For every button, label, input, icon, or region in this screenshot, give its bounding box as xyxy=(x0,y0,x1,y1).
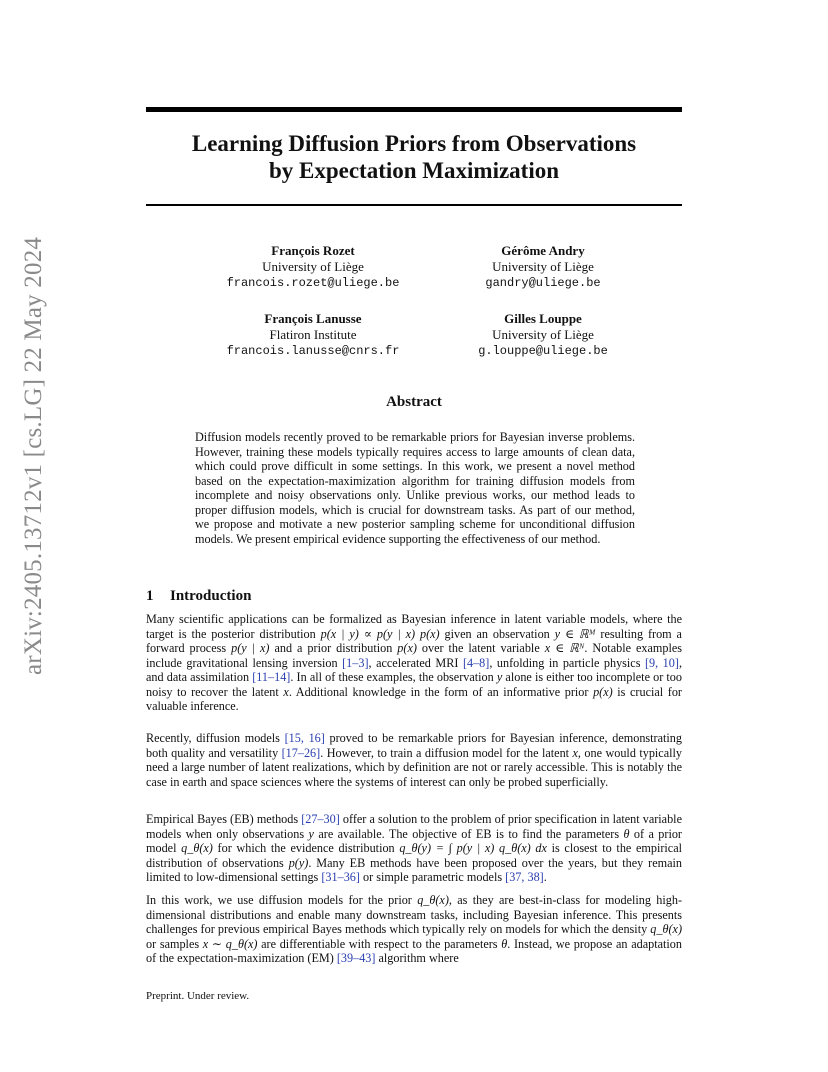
text-run: for which the evidence distribution xyxy=(212,841,400,855)
text-run: proved to be remarkable priors for Bayesian inference, demonstrating both quality and versatility xyxy=(146,731,682,760)
math-inline: q_θ(x) xyxy=(181,841,213,855)
text-run: In this work, we use diffusion models for the prior xyxy=(146,893,418,907)
citation-link[interactable]: [15, 16] xyxy=(284,731,325,745)
text-run: . Instead, we propose an adaptation of the expectation-maximization (EM) xyxy=(146,936,682,965)
text-run: . However, to train a diffusion model for the latent xyxy=(320,745,573,760)
section-title: Introduction xyxy=(170,588,252,604)
author-email[interactable]: gandry@uliege.be xyxy=(485,276,601,290)
citation-link[interactable]: [4–8] xyxy=(462,655,490,670)
author-block-andry xyxy=(413,243,673,291)
math-inline: q_θ(x) xyxy=(650,922,682,936)
text-run: or simple parametric models xyxy=(359,870,506,884)
text-run: . Many EB methods have been proposed over the years, but they remain limited to low-dimensional settings xyxy=(146,855,682,884)
paper-title xyxy=(146,130,682,184)
math-inline: y xyxy=(496,670,503,684)
text-run: Empirical Bayes (EB) methods xyxy=(146,812,302,826)
abstract-heading: Abstract xyxy=(386,394,442,410)
text-run: is closest to the empirical distribution of observations xyxy=(146,841,683,870)
author-affiliation: University of Liège xyxy=(492,327,594,342)
author-name: Gilles Louppe xyxy=(504,311,582,326)
author-block-lanusse xyxy=(183,311,443,359)
author-affiliation: Flatiron Institute xyxy=(269,327,357,342)
preprint-footer: Preprint. Under review. xyxy=(146,990,250,1002)
section-heading-introduction xyxy=(146,588,251,605)
intro-paragraph-1 xyxy=(146,612,682,714)
intro-paragraph-4 xyxy=(146,893,682,966)
text-run: , and data assimilation xyxy=(146,655,682,684)
text-run: given an observation xyxy=(439,626,555,641)
text-run: . Additional knowledge in the form of an informative prior xyxy=(288,684,594,699)
citation-link[interactable]: [37, 38] xyxy=(505,870,544,884)
author-name: François Lanusse xyxy=(264,311,362,326)
citation-link[interactable]: [9, 10] xyxy=(644,655,679,670)
math-inline: θ xyxy=(623,826,630,841)
text-run: , accelerated MRI xyxy=(368,655,463,670)
math-inline: q_θ(x) xyxy=(417,893,449,907)
math-inline: p(y | x) xyxy=(231,641,270,655)
text-run: , one would typically need a large number of latent realizations, which by definition are not or rarely accessible. This is notably the case in earth and space sciences where the systems of interest can only be probed superficially. xyxy=(146,745,682,789)
author-email[interactable]: francois.rozet@uliege.be xyxy=(226,276,400,290)
author-block-rozet xyxy=(183,243,443,291)
text-run: or samples xyxy=(146,936,203,951)
title-line-2: by Expectation Maximization xyxy=(268,158,560,183)
text-run: Many scientific applications can be formalized as Bayesian inference in latent variable models, where the target is the posterior distribution xyxy=(146,612,682,641)
citation-link[interactable]: [31–36] xyxy=(321,870,360,884)
intro-paragraph-2 xyxy=(146,731,682,789)
text-run: and a prior distribution xyxy=(269,641,398,655)
citation-link[interactable]: [1–3] xyxy=(342,655,369,670)
title-rule-top xyxy=(146,107,682,112)
citation-link[interactable]: [27–30] xyxy=(301,812,340,826)
author-email[interactable]: francois.lanusse@cnrs.fr xyxy=(226,344,400,358)
arxiv-side-stamp: arXiv:2405.13712v1 [cs.LG] 22 May 2024 xyxy=(20,236,47,675)
text-run: are available. The objective of EB is to find the parameters xyxy=(313,826,624,841)
text-run: offer a solution to the problem of prior specification in latent variable models when only observations xyxy=(146,812,682,841)
text-run: , as they are best-in-class for modeling high-dimensional distributions and enable many downstream tasks, including Bayesian inference. This presents challenges for previous empirical Bayes methods which typically rely on models for which the density xyxy=(146,893,682,936)
math-inline: p(y) xyxy=(288,855,309,870)
text-run: alone is either too incomplete or too noisy to recover the latent xyxy=(146,670,682,699)
intro-paragraph-3 xyxy=(146,812,682,885)
text-run: . In all of these examples, the observation xyxy=(290,670,497,684)
math-inline: y xyxy=(308,826,314,841)
author-block-louppe xyxy=(413,311,673,359)
math-inline: p(x | y) ∝ p(y | x) p(x) xyxy=(320,626,440,641)
text-run: is crucial for valuable inference. xyxy=(146,684,682,713)
math-inline: x xyxy=(572,745,578,760)
text-run: . xyxy=(543,870,547,884)
text-run: algorithm where xyxy=(375,951,459,965)
math-inline: p(x) xyxy=(397,641,417,655)
text-run: are differentiable with respect to the parameters xyxy=(257,936,502,951)
math-inline: x xyxy=(283,684,289,699)
author-name: Gérôme Andry xyxy=(501,243,585,258)
text-run: of a prior model xyxy=(146,826,682,855)
text-run: . Notable examples include gravitational lensing inversion xyxy=(146,641,682,670)
author-affiliation: University of Liège xyxy=(262,259,364,274)
title-line-1: Learning Diffusion Priors from Observations xyxy=(191,131,637,156)
math-inline: x ∈ ℝᴺ xyxy=(544,641,585,655)
citation-link[interactable]: [39–43] xyxy=(336,951,376,965)
title-rule-bottom xyxy=(146,204,682,206)
abstract-text: Diffusion models recently proved to be remarkable priors for Bayesian inverse problems. However, training these models typically requires access to large amounts of clean data, which could prove difficult in some settings. In this work, we present a novel method based on the expectation-maximization algorithm for training diffusion models from incomplete and noisy observations only. Unlike previous works, our method leads to proper diffusion models, which is crucial for downstream tasks. As part of our method, we propose and motivate a new posterior sampling scheme for unconditional diffusion models. We present empirical evidence supporting the effectiveness of our method. xyxy=(195,430,635,546)
author-affiliation: University of Liège xyxy=(492,259,594,274)
text-run: , unfolding in particle physics xyxy=(489,655,645,670)
text-run: resulting from a forward process xyxy=(146,626,682,655)
text-run: Recently, diffusion models xyxy=(146,731,285,745)
citation-link[interactable]: [17–26] xyxy=(281,745,321,760)
author-name: François Rozet xyxy=(271,243,355,258)
math-inline: q_θ(y) = ∫ p(y | x) q_θ(x) dx xyxy=(399,841,547,855)
math-inline: θ xyxy=(501,936,508,951)
math-inline: y ∈ ℝᴹ xyxy=(554,626,596,641)
math-inline: x ∼ q_θ(x) xyxy=(202,936,258,951)
text-run: over the latent variable xyxy=(416,641,545,655)
author-email[interactable]: g.louppe@uliege.be xyxy=(478,344,608,358)
citation-link[interactable]: [11–14] xyxy=(252,670,291,684)
section-number: 1 xyxy=(146,588,154,604)
math-inline: p(x) xyxy=(593,684,613,699)
